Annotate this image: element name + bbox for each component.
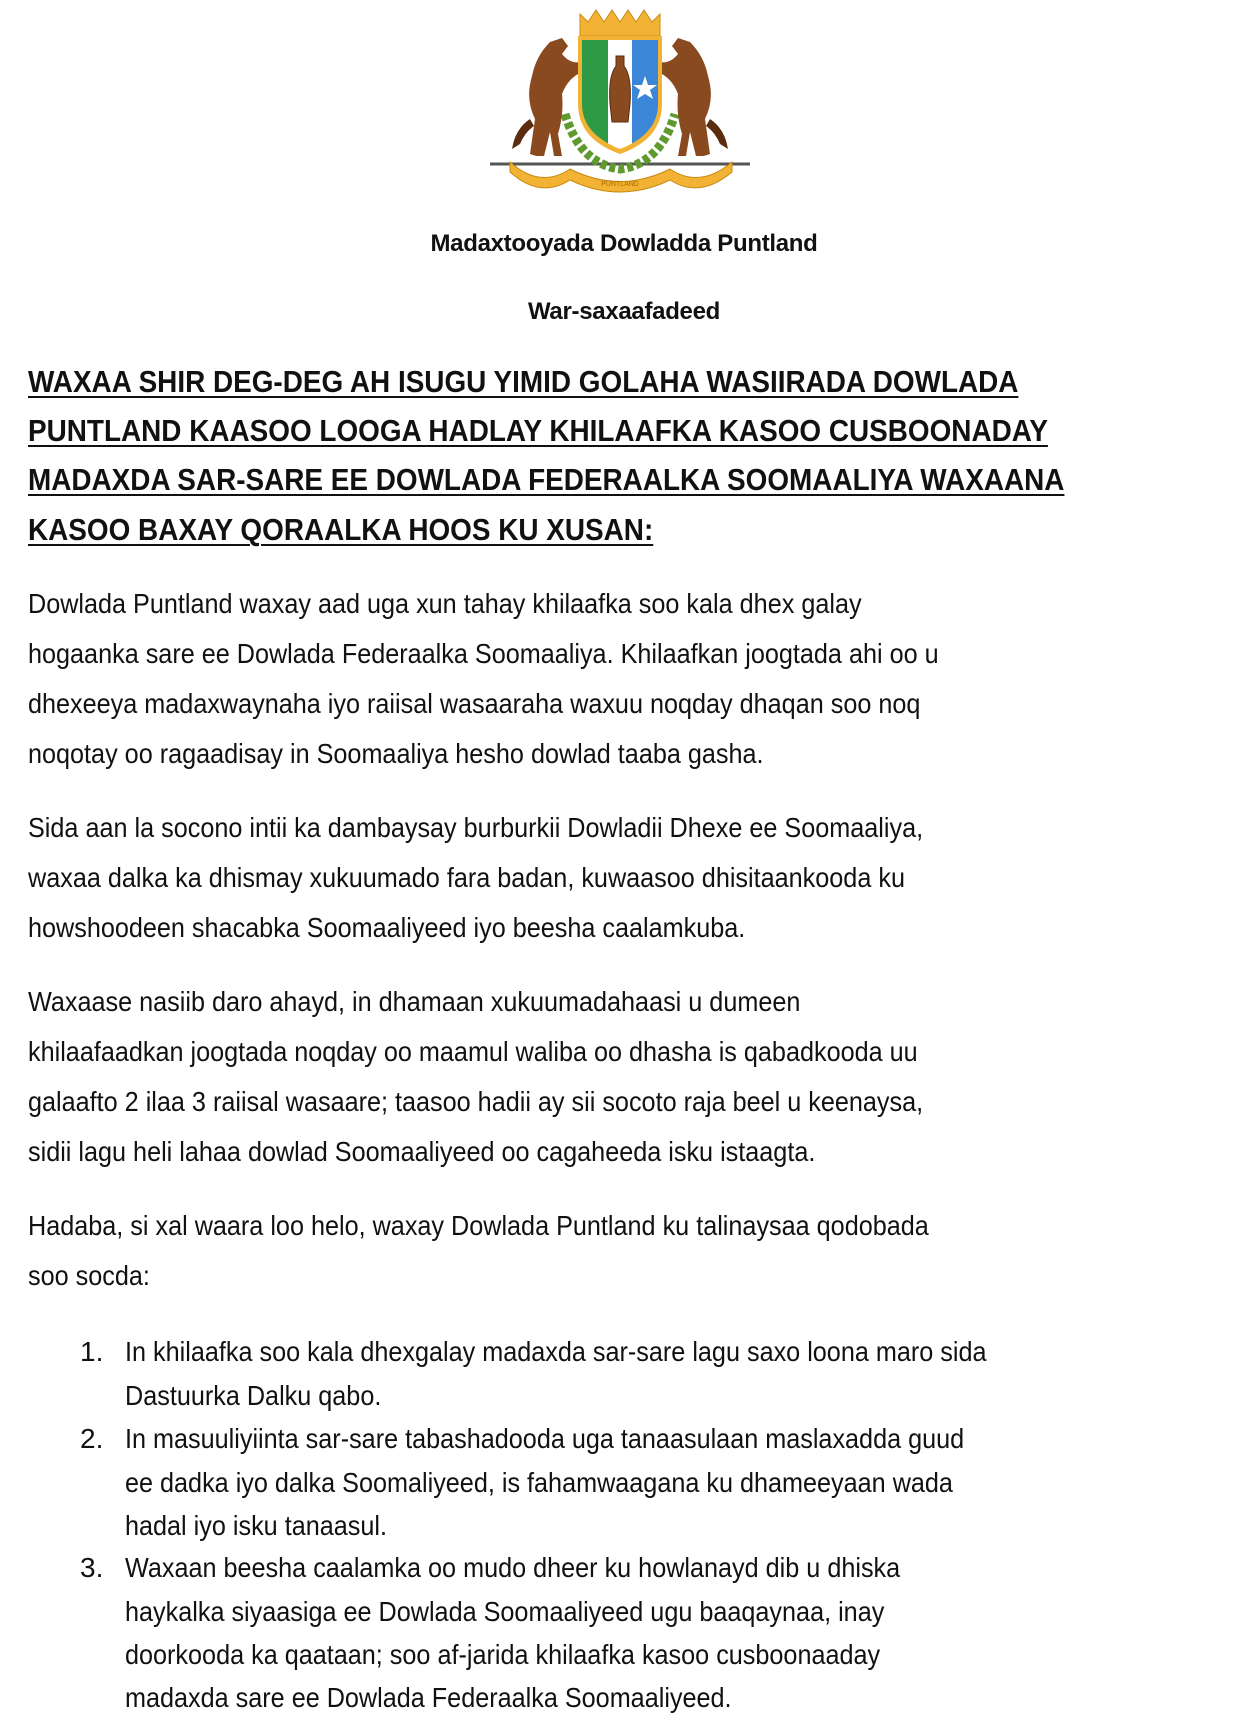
paragraph-line: hogaanka sare ee Dowlada Federaalka Soomaaliya. Khilaafkan joogtada ahi oo u — [28, 638, 939, 669]
list-item-line: madaxda sare ee Dowlada Federaalka Soomaaliyeed. — [125, 1682, 732, 1713]
headline-line: PUNTLAND KAASOO LOOGA HADLAY KHILAAFKA KASOO CUSBOONADAY — [28, 413, 1048, 448]
paragraph-line: Dowlada Puntland waxay aad uga xun tahay khilaafka soo kala dhex galay — [28, 588, 862, 619]
list-item-line: In masuuliyiinta sar-sare tabashadooda uga tanaasulaan maslaxadda guud — [125, 1423, 965, 1454]
paragraph-line: galaafto 2 ilaa 3 raiisal wasaare; taasoo hadii ay sii socoto raja beel u keenaysa, — [28, 1086, 924, 1117]
list-item-line: Dastuurka Dalku qabo. — [125, 1380, 382, 1411]
horse-left-icon — [529, 38, 582, 156]
list-number: 2. — [80, 1423, 104, 1454]
paragraph-line: Hadaba, si xal waara loo helo, waxay Dowlada Puntland ku talinaysaa qodobada — [28, 1210, 929, 1241]
coat-of-arms-emblem — [470, 4, 770, 194]
office-title: Madaxtooyada Dowladda Puntland — [430, 230, 818, 257]
list-item-line: haykalka siyaasiga ee Dowlada Soomaaliyeed ugu baaqaynaa, inay — [125, 1596, 885, 1627]
headline-line: WAXAA SHIR DEG-DEG AH ISUGU YIMID GOLAHA WASIIRADA DOWLADA — [28, 364, 1019, 399]
document-type: War-saxaafadeed — [527, 298, 721, 325]
list-number: 3. — [80, 1552, 104, 1583]
crown-icon — [580, 10, 660, 36]
paragraph-line: Sida aan la socono intii ka dambaysay burburkii Dowladii Dhexe ee Soomaaliya, — [28, 812, 924, 843]
list-number: 1. — [80, 1336, 104, 1367]
list-item-line: doorkooda ka qaataan; soo af-jarida khilaafka kasoo cusboonaaday — [125, 1639, 881, 1670]
paragraph-line: khilaafaadkan joogtada noqday oo maamul waliba oo dhasha is qabadkooda uu — [28, 1036, 918, 1067]
paragraph-line: dhexeeya madaxwaynaha iyo raiisal wasaaraha waxuu noqday dhaqan soo noq — [28, 688, 921, 719]
paragraph-line: howshoodeen shacabka Soomaaliyeed iyo beesha caalamkuba. — [28, 912, 746, 943]
paragraph-line: soo socda: — [28, 1260, 150, 1291]
list-item-line: In khilaafka soo kala dhexgalay madaxda sar-sare lagu saxo loona maro sida — [125, 1336, 987, 1367]
paragraph-line: noqotay oo ragaadisay in Soomaaliya hesho dowlad taaba gasha. — [28, 738, 764, 769]
headline-line: KASOO BAXAY QORAALKA HOOS KU XUSAN: — [28, 512, 654, 547]
paragraph-line: sidii lagu heli lahaa dowlad Soomaaliyeed oo cagaheeda isku istaagta. — [28, 1136, 816, 1167]
list-item-line: Waxaan beesha caalamka oo mudo dheer ku howlanayd dib u dhiska — [125, 1552, 901, 1583]
list-item-line: hadal iyo isku tanaasul. — [125, 1510, 387, 1541]
paragraph-line: Waxaase nasiib daro ahayd, in dhamaan xukuumadahaasi u dumeen — [28, 986, 801, 1017]
headline-line: MADAXDA SAR-SARE EE DOWLADA FEDERAALKA SOOMAALIYA WAXAANA — [28, 462, 1065, 497]
ribbon-text: PUNTLAND — [601, 181, 639, 188]
list-item-line: ee dadka iyo dalka Soomaliyeed, is fahamwaagana ku dhameeyaan wada — [125, 1467, 953, 1498]
paragraph-line: waxaa dalka ka dhismay xukuumado fara badan, kuwaasoo dhisitaankooda ku — [28, 862, 905, 893]
